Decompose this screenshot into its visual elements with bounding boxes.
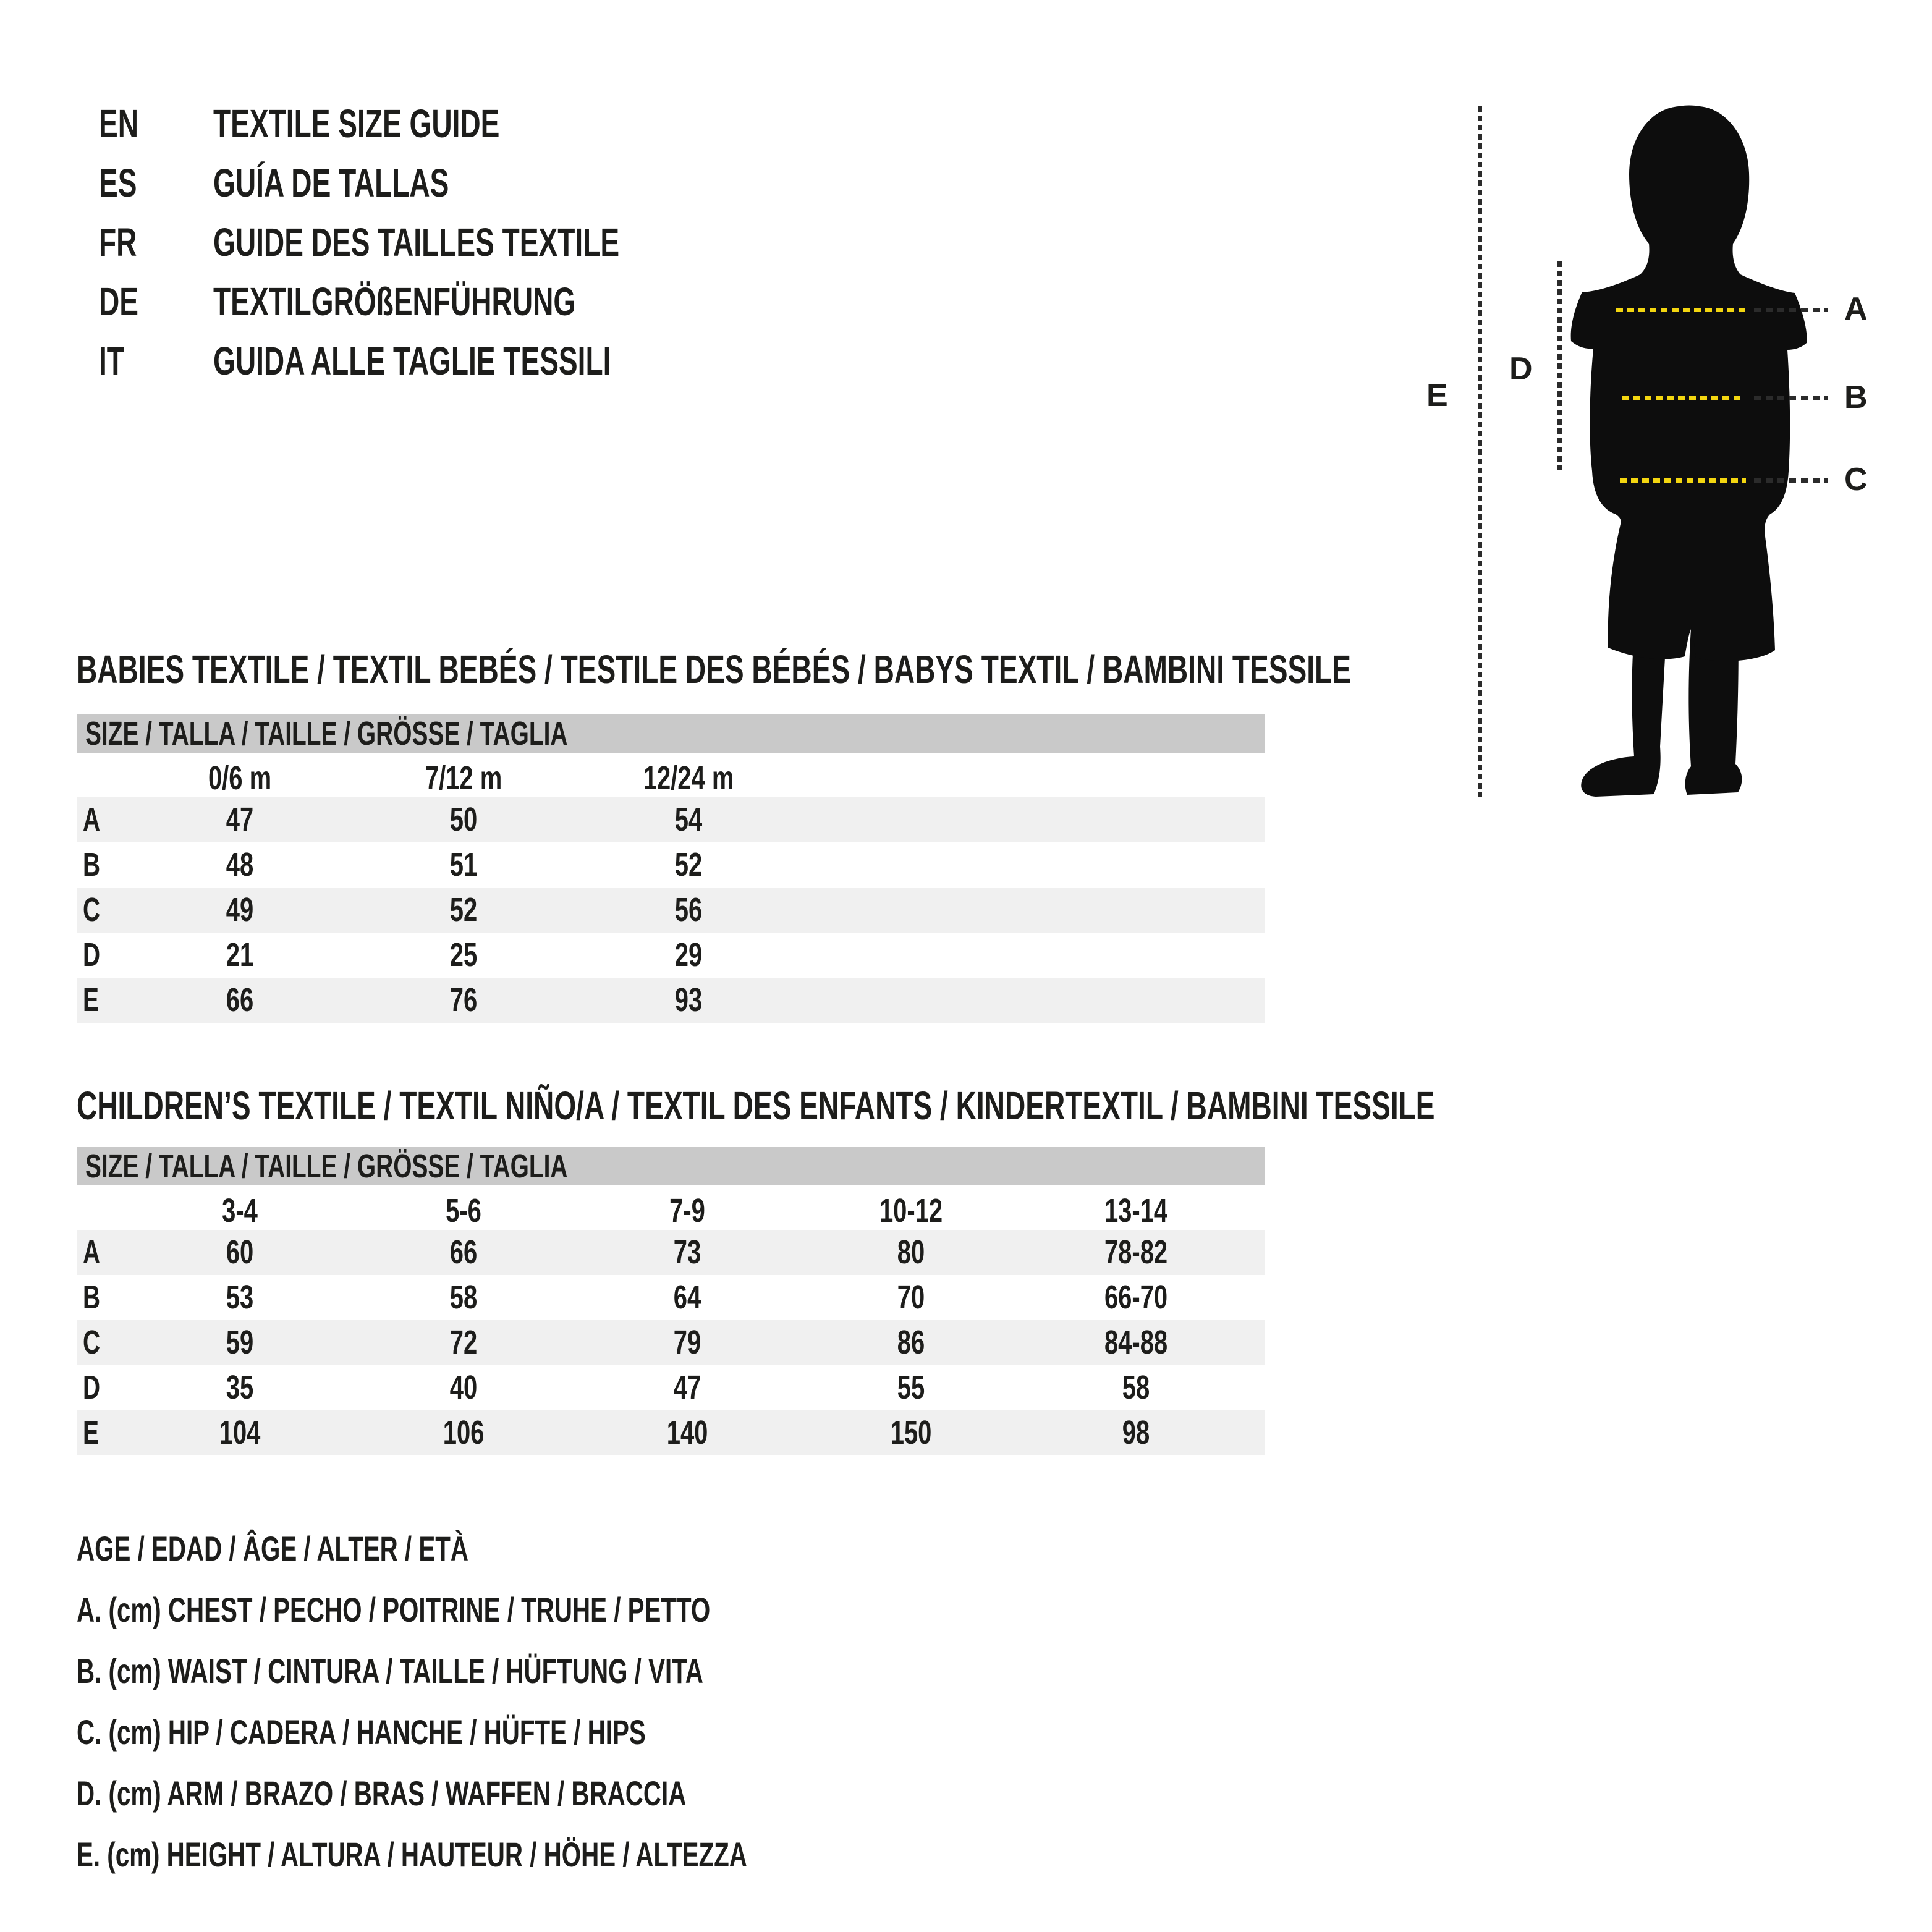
chest-a-line-yellow bbox=[1616, 308, 1745, 312]
children-heading-text: CHILDREN’S TEXTILE / TEXTIL NIÑO/A / TEXTIL DES ENFANTS / KINDERTEXTIL / BAMBINI TESSILE bbox=[77, 1083, 1435, 1128]
children-cell-c-1-text: 72 bbox=[449, 1324, 478, 1361]
children-col-0 bbox=[166, 1192, 314, 1230]
babies-cell-b-1-text: 51 bbox=[449, 846, 478, 883]
children-cell-b-2 bbox=[613, 1275, 761, 1320]
children-cell-a-3-text: 80 bbox=[897, 1234, 925, 1271]
babies-row-b-label bbox=[83, 842, 107, 888]
children-col-3-text: 10-12 bbox=[879, 1192, 943, 1229]
children-row-c-label-text: C bbox=[83, 1324, 101, 1361]
children-cell-c-1 bbox=[389, 1320, 538, 1365]
hip-c-line-dark bbox=[1754, 478, 1828, 483]
children-cell-b-3 bbox=[837, 1275, 985, 1320]
children-cell-d-2-text: 47 bbox=[673, 1369, 701, 1406]
babies-col-0 bbox=[166, 759, 314, 797]
children-row-e-label-text: E bbox=[83, 1414, 99, 1451]
children-cell-e-1-text: 106 bbox=[443, 1414, 485, 1451]
lang-code-fr-text: FR bbox=[99, 220, 137, 265]
babies-cell-a-1 bbox=[389, 797, 538, 842]
babies-cell-c-1 bbox=[389, 888, 538, 933]
children-cell-c-0 bbox=[166, 1320, 314, 1365]
lang-code-en-text: EN bbox=[99, 101, 139, 146]
children-cell-d-0-text: 35 bbox=[226, 1369, 254, 1406]
lang-code-de bbox=[99, 280, 154, 323]
children-cell-e-0 bbox=[166, 1410, 314, 1455]
children-row-b-label bbox=[83, 1275, 107, 1320]
children-cell-e-4-text: 98 bbox=[1122, 1414, 1150, 1451]
lang-label-de-text: TEXTILGRÖßENFÜHRUNG bbox=[213, 279, 576, 324]
babies-col-0-text: 0/6 m bbox=[208, 760, 272, 797]
children-cell-c-4-text: 84-88 bbox=[1104, 1324, 1168, 1361]
lang-label-es-text: GUÍA DE TALLAS bbox=[213, 161, 449, 205]
lang-code-es-text: ES bbox=[99, 161, 137, 205]
babies-cell-d-0 bbox=[166, 933, 314, 978]
children-cell-a-2 bbox=[613, 1230, 761, 1275]
children-col-4-text: 13-14 bbox=[1104, 1192, 1168, 1229]
lang-label-de bbox=[213, 280, 716, 323]
children-cell-e-1 bbox=[389, 1410, 538, 1455]
lang-code-en bbox=[99, 102, 154, 145]
babies-cell-c-1-text: 52 bbox=[449, 891, 478, 928]
children-row-b-label-text: B bbox=[83, 1279, 101, 1316]
lang-code-fr bbox=[99, 221, 151, 264]
children-cell-b-2-text: 64 bbox=[673, 1279, 701, 1316]
legend-height bbox=[77, 1832, 1008, 1877]
children-row-d-label-text: D bbox=[83, 1369, 101, 1406]
children-cell-d-4 bbox=[1062, 1365, 1210, 1410]
children-cell-e-4 bbox=[1062, 1410, 1210, 1455]
babies-cell-d-2 bbox=[614, 933, 763, 978]
label-b: B bbox=[1844, 379, 1868, 415]
children-cell-a-1 bbox=[389, 1230, 538, 1275]
children-cell-a-0-text: 60 bbox=[226, 1234, 254, 1271]
lang-code-it bbox=[99, 339, 134, 383]
babies-cell-d-1 bbox=[389, 933, 538, 978]
label-d: D bbox=[1509, 351, 1533, 387]
lang-label-fr-text: GUIDE DES TAILLES TEXTILE bbox=[213, 220, 620, 265]
lang-label-fr bbox=[213, 221, 777, 264]
babies-col-2 bbox=[614, 759, 763, 797]
babies-cell-d-2-text: 29 bbox=[674, 936, 703, 973]
children-cell-e-3-text: 150 bbox=[890, 1414, 932, 1451]
children-cell-e-0-text: 104 bbox=[219, 1414, 261, 1451]
children-cell-d-1 bbox=[389, 1365, 538, 1410]
children-heading bbox=[77, 1085, 1932, 1126]
children-col-4 bbox=[1062, 1192, 1210, 1230]
lang-code-it-text: IT bbox=[99, 339, 124, 383]
lang-label-it bbox=[213, 339, 766, 383]
lang-label-es bbox=[213, 161, 541, 205]
children-cell-a-2-text: 73 bbox=[673, 1234, 701, 1271]
children-cell-a-4 bbox=[1062, 1230, 1210, 1275]
babies-row-e-label bbox=[83, 978, 105, 1023]
children-cell-a-1-text: 66 bbox=[449, 1234, 478, 1271]
children-size-header-text: SIZE / TALLA / TAILLE / GRÖSSE / TAGLIA bbox=[85, 1148, 568, 1185]
arm-d-line bbox=[1557, 261, 1562, 470]
babies-cell-b-0-text: 48 bbox=[226, 846, 254, 883]
legend-waist-text: B. (cm) WAIST / CINTURA / TAILLE / HÜFTUNG / VITA bbox=[77, 1651, 703, 1690]
children-cell-d-2 bbox=[613, 1365, 761, 1410]
babies-row-c-label-text: C bbox=[83, 891, 101, 928]
babies-cell-b-1 bbox=[389, 842, 538, 888]
children-row-c-label bbox=[83, 1320, 107, 1365]
children-cell-b-0 bbox=[166, 1275, 314, 1320]
children-row-a-label bbox=[83, 1230, 107, 1275]
babies-heading-text: BABIES TEXTILE / TEXTIL BEBÉS / TESTILE DES BÉBÉS / BABYS TEXTIL / BAMBINI TESSILE bbox=[77, 647, 1351, 692]
legend-hip-text: C. (cm) HIP / CADERA / HANCHE / HÜFTE / HIPS bbox=[77, 1713, 646, 1752]
babies-cell-e-1 bbox=[389, 978, 538, 1023]
babies-col-1-text: 7/12 m bbox=[425, 760, 502, 797]
children-cell-c-3-text: 86 bbox=[897, 1324, 925, 1361]
babies-row-d-label-text: D bbox=[83, 936, 101, 973]
legend-arm-text: D. (cm) ARM / BRAZO / BRAS / WAFFEN / BRACCIA bbox=[77, 1774, 687, 1813]
children-cell-c-2 bbox=[613, 1320, 761, 1365]
label-a: A bbox=[1844, 291, 1868, 327]
babies-row-c-label bbox=[83, 888, 107, 933]
babies-cell-b-2 bbox=[614, 842, 763, 888]
children-cell-c-4 bbox=[1062, 1320, 1210, 1365]
children-cell-e-2 bbox=[613, 1410, 761, 1455]
children-cell-d-4-text: 58 bbox=[1122, 1369, 1150, 1406]
children-col-0-text: 3-4 bbox=[222, 1192, 258, 1229]
children-cell-c-2-text: 79 bbox=[673, 1324, 701, 1361]
legend-hip bbox=[77, 1710, 867, 1755]
babies-cell-c-0 bbox=[166, 888, 314, 933]
label-c: C bbox=[1844, 462, 1868, 498]
legend-height-text: E. (cm) HEIGHT / ALTURA / HAUTEUR / HÖHE / ALTEZZA bbox=[77, 1835, 747, 1874]
babies-col-1 bbox=[389, 759, 538, 797]
children-cell-d-0 bbox=[166, 1365, 314, 1410]
lang-code-de-text: DE bbox=[99, 279, 139, 324]
babies-cell-a-0 bbox=[166, 797, 314, 842]
babies-size-header-text: SIZE / TALLA / TAILLE / GRÖSSE / TAGLIA bbox=[85, 715, 568, 752]
children-row-e-label bbox=[83, 1410, 105, 1455]
children-cell-b-0-text: 53 bbox=[226, 1279, 254, 1316]
babies-cell-a-2 bbox=[614, 797, 763, 842]
children-col-3 bbox=[837, 1192, 985, 1230]
children-row-d-label bbox=[83, 1365, 107, 1410]
children-cell-e-2-text: 140 bbox=[666, 1414, 708, 1451]
babies-cell-c-2 bbox=[614, 888, 763, 933]
legend-arm bbox=[77, 1771, 923, 1816]
lang-label-it-text: GUIDA ALLE TAGLIE TESSILI bbox=[213, 339, 611, 383]
babies-row-a-label-text: A bbox=[83, 801, 101, 838]
babies-cell-d-1-text: 25 bbox=[449, 936, 478, 973]
children-row-a-label-text: A bbox=[83, 1234, 101, 1271]
babies-heading bbox=[77, 649, 1847, 690]
children-cell-a-3 bbox=[837, 1230, 985, 1275]
hip-c-line-yellow bbox=[1620, 478, 1746, 483]
children-cell-d-3-text: 55 bbox=[897, 1369, 925, 1406]
children-cell-b-1-text: 58 bbox=[449, 1279, 478, 1316]
babies-col-2-text: 12/24 m bbox=[643, 760, 734, 797]
children-size-header-bar bbox=[77, 1147, 1265, 1185]
chest-a-line-dark bbox=[1754, 308, 1828, 312]
children-cell-a-4-text: 78-82 bbox=[1104, 1234, 1168, 1271]
babies-row-a-label bbox=[83, 797, 107, 842]
babies-cell-a-0-text: 47 bbox=[226, 801, 254, 838]
children-col-2-text: 7-9 bbox=[669, 1192, 705, 1229]
lang-code-es bbox=[99, 161, 151, 205]
children-cell-a-0 bbox=[166, 1230, 314, 1275]
children-cell-b-1 bbox=[389, 1275, 538, 1320]
height-e-line bbox=[1478, 106, 1482, 797]
babies-cell-b-0 bbox=[166, 842, 314, 888]
legend-age bbox=[77, 1527, 621, 1571]
babies-cell-b-2-text: 52 bbox=[674, 846, 703, 883]
child-silhouette-icon bbox=[1557, 104, 1817, 802]
children-cell-c-0-text: 59 bbox=[226, 1324, 254, 1361]
children-col-1-text: 5-6 bbox=[446, 1192, 481, 1229]
babies-cell-a-1-text: 50 bbox=[449, 801, 478, 838]
children-cell-b-4-text: 66-70 bbox=[1104, 1279, 1168, 1316]
babies-cell-c-0-text: 49 bbox=[226, 891, 254, 928]
children-cell-d-3 bbox=[837, 1365, 985, 1410]
children-cell-d-1-text: 40 bbox=[449, 1369, 478, 1406]
babies-cell-e-2-text: 93 bbox=[674, 981, 703, 1019]
label-e: E bbox=[1426, 378, 1449, 413]
lang-label-en-text: TEXTILE SIZE GUIDE bbox=[213, 101, 500, 146]
babies-cell-d-0-text: 21 bbox=[226, 936, 254, 973]
lang-label-en bbox=[213, 102, 611, 145]
babies-cell-e-1-text: 76 bbox=[449, 981, 478, 1019]
legend-age-text: AGE / EDAD / ÂGE / ALTER / ETÀ bbox=[77, 1529, 468, 1568]
babies-cell-e-0 bbox=[166, 978, 314, 1023]
babies-row-b-label-text: B bbox=[83, 846, 101, 883]
legend-chest bbox=[77, 1588, 957, 1632]
babies-cell-e-0-text: 66 bbox=[226, 981, 254, 1019]
children-cell-e-3 bbox=[837, 1410, 985, 1455]
legend-chest-text: A. (cm) CHEST / PECHO / POITRINE / TRUHE / PETTO bbox=[77, 1590, 711, 1629]
children-cell-c-3 bbox=[837, 1320, 985, 1365]
waist-b-line-yellow bbox=[1622, 396, 1741, 400]
legend-waist bbox=[77, 1649, 947, 1693]
babies-row-d-label bbox=[83, 933, 107, 978]
babies-cell-a-2-text: 54 bbox=[674, 801, 703, 838]
babies-size-header-bar bbox=[77, 714, 1265, 753]
children-cell-b-3-text: 70 bbox=[897, 1279, 925, 1316]
children-col-1 bbox=[389, 1192, 538, 1230]
children-col-2 bbox=[613, 1192, 761, 1230]
babies-cell-e-2 bbox=[614, 978, 763, 1023]
babies-cell-c-2-text: 56 bbox=[674, 891, 703, 928]
babies-row-e-label-text: E bbox=[83, 981, 99, 1019]
waist-b-line-dark bbox=[1754, 396, 1828, 400]
children-cell-b-4 bbox=[1062, 1275, 1210, 1320]
